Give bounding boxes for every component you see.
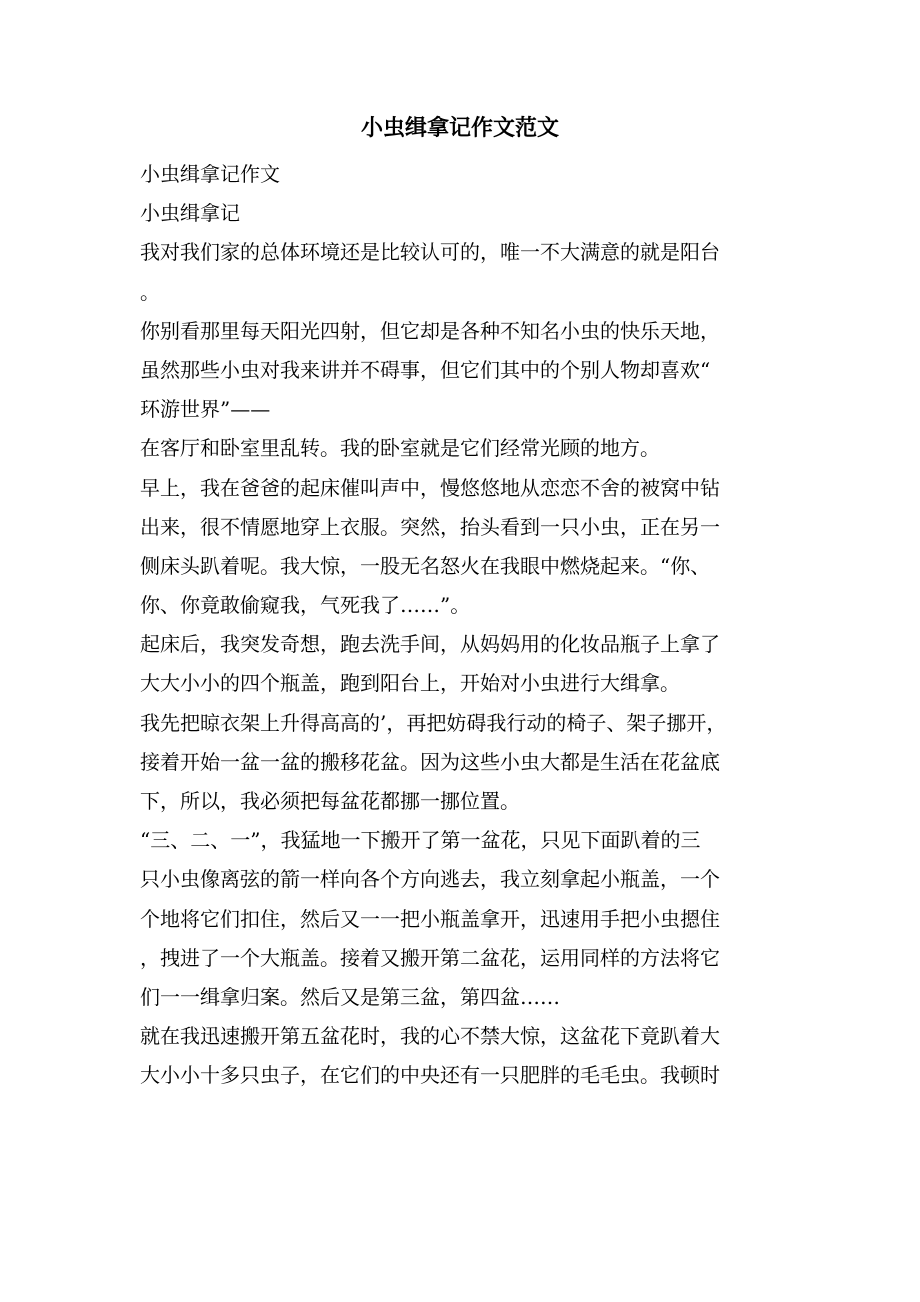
text-line: 个地将它们扣住，然后又一一把小瓶盖拿开，迅速用手把小虫摁住 [140, 906, 720, 931]
text-line: 大大小小的四个瓶盖，跑到阳台上，开始对小虫进行大缉拿。 [140, 671, 680, 696]
text-line: 下，所以，我必须把每盆花都挪一挪位置。 [140, 789, 520, 813]
document-body [140, 155, 780, 1096]
text-line: 你别看那里每天阳光四射，但它却是各种不知名小虫的快乐天地， [140, 318, 720, 343]
text-line: ，拽进了一个大瓶盖。接着又搬开第二盆花，运用同样的方法将它 [140, 945, 720, 970]
text-line: 早上，我在爸爸的起床催叫声中，慢悠悠地从恋恋不舍的被窝中钻 [140, 475, 720, 500]
text-line: 出来，很不情愿地穿上衣服。突然，抬头看到一只小虫，正在另一 [140, 514, 720, 539]
text-line: 。 [140, 279, 160, 304]
text-line: 大小小十多只虫子，在它们的中央还有一只肥胖的毛毛虫。我顿时 [140, 1063, 720, 1088]
text-line: 我对我们家的总体环境还是比较认可的，唯一不大满意的就是阳台 [140, 240, 720, 265]
text-line: 接着开始一盆一盆的搬移花盆。因为这些小虫大都是生活在花盆底 [140, 749, 720, 774]
text-line: 我先把晾衣架上升得高高的’，再把妨碍我行动的椅子、架子挪开， [140, 710, 727, 735]
document-title: 小虫缉拿记作文范文 [360, 115, 559, 141]
text-line: 小虫缉拿记作文 [140, 162, 280, 186]
text-line: 起床后，我突发奇想，跑去洗手间，从妈妈用的化妆品瓶子上拿了 [140, 632, 720, 657]
text-line: 侧床头趴着呢。我大惊，一股无名怒火在我眼中燃烧起来。“你、 [140, 553, 711, 578]
text-line: 环游世界”—— [140, 397, 271, 422]
text-line: 们一一缉拿归案。然后又是第三盆，第四盆…… [140, 984, 560, 1009]
text-line: 小虫缉拿记 [140, 201, 240, 226]
text-line: 虽然那些小虫对我来讲并不碍事，但它们其中的个别人物却喜欢“ [140, 357, 711, 382]
text-line: 你、你竟敢偷窥我，气死我了……”。 [140, 593, 471, 618]
text-line: 在客厅和卧室里乱转。我的卧室就是它们经常光顾的地方。 [140, 436, 660, 461]
text-line: “三、二、一”，我猛地一下搬开了第一盆花，只见下面趴着的三 [140, 828, 701, 853]
text-line: 只小虫像离弦的箭一样向各个方向逃去，我立刻拿起小瓶盖，一个 [140, 867, 720, 892]
text-line: 就在我迅速搬开第五盆花时，我的心不禁大惊，这盆花下竟趴着大 [140, 1024, 720, 1049]
